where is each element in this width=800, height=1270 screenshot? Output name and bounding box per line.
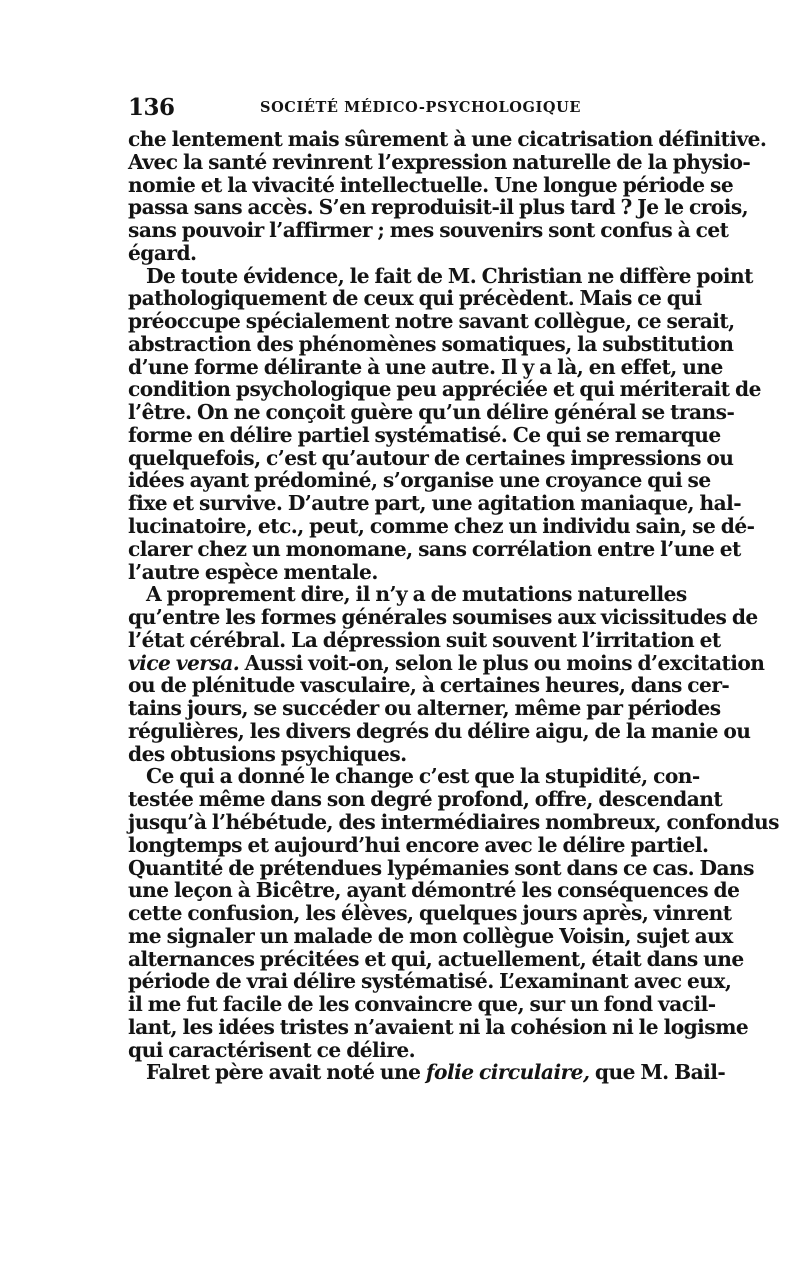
text-line: l’être. On ne conçoit guère qu’un délire général se trans-: [128, 400, 735, 425]
text-line: tains jours, se succéder ou alterner, même par périodes: [128, 696, 721, 721]
text-line: alternances précitées et qui, actuellement, était dans une: [128, 946, 744, 971]
text-line: Ce qui a donné le change c’est que la stupidité, con-: [146, 764, 700, 789]
text-line: che lentement mais sûrement à une cicatrisation définitive.: [128, 127, 767, 151]
text-line: ou de plénitude vasculaire, à certaines heures, dans cer-: [128, 673, 730, 698]
text-line: l’autre espèce mentale.: [128, 559, 378, 584]
text-line: période de vrai délire systématisé. L’examinant avec eux,: [128, 969, 732, 994]
italic-phrase: vice versa.: [128, 650, 240, 675]
text-line: A proprement dire, il n’y a de mutations naturelles: [146, 582, 687, 607]
text-line: pathologiquement de ceux qui précèdent. Mais ce qui: [128, 286, 702, 311]
text-line: régulières, les divers degrés du délire aigu, de la manie ou: [128, 718, 751, 743]
text-line: une leçon à Bicêtre, ayant démontré les conséquences de: [128, 878, 740, 903]
text-line: lucinatoire, etc., peut, comme chez un individu sain, se dé-: [128, 514, 755, 539]
text-line: fixe et survive. D’autre part, une agitation maniaque, hal-: [128, 491, 742, 516]
text-line: il me fut facile de les convaincre que, sur un fond vacil-: [128, 992, 716, 1017]
text-line: De toute évidence, le fait de M. Christian ne diffère point: [146, 263, 753, 288]
text-line: qu’entre les formes générales soumises aux vicissitudes de: [128, 605, 758, 630]
text-line: des obtusions psychiques.: [128, 741, 407, 766]
text-line: lant, les idées tristes n’avaient ni la cohésion ni le logisme: [128, 1014, 749, 1039]
running-title: SOCIÉTÉ MÉDICO-PSYCHOLOGIQUE: [260, 99, 582, 116]
text-line: clarer chez un monomane, sans corrélation entre l’une et: [128, 536, 741, 561]
text-line: l’état cérébral. La dépression suit souvent l’irritation et: [128, 627, 721, 652]
text-line: idées ayant prédominé, s’organise une croyance qui se: [128, 468, 711, 493]
text-line: nomie et la vivacité intellectuelle. Une longue période se: [128, 172, 734, 197]
text-line: égard.: [128, 240, 197, 265]
text-line: vice versa. Aussi voit-on, selon le plus ou moins d’excitation: [128, 650, 765, 675]
text-line: cette confusion, les élèves, quelques jours après, vinrent: [128, 901, 732, 926]
body-text: [128, 127, 779, 1085]
text-line: jusqu’à l’hébétude, des intermédiaires nombreux, confondus: [128, 809, 779, 834]
text-line: me signaler un malade de mon collègue Voisin, sujet aux: [128, 923, 733, 948]
text-line: condition psychologique peu appréciée et qui mériterait de: [128, 377, 761, 402]
text-line: préoccupe spécialement notre savant collègue, ce serait,: [128, 309, 735, 334]
page-number: 136: [128, 94, 175, 121]
text-line: Falret père avait noté une folie circulaire, que M. Bail-: [146, 1060, 726, 1085]
text-line: quelquefois, c’est qu’autour de certaines impressions ou: [128, 445, 734, 470]
text-line: testée même dans son degré profond, offre, descendant: [128, 787, 723, 812]
text-line: Avec la santé revinrent l’expression naturelle de la physio-: [128, 149, 751, 174]
italic-phrase: folie circulaire,: [425, 1060, 590, 1085]
page-header: [128, 94, 672, 124]
text-line: sans pouvoir l’affirmer ; mes souvenirs sont confus à cet: [128, 218, 729, 243]
text-line: forme en délire partiel systématisé. Ce qui se remarque: [128, 422, 721, 447]
text-line: abstraction des phénomènes somatiques, la substitution: [128, 331, 734, 356]
text-line: Quantité de prétendues lypémanies sont dans ce cas. Dans: [128, 855, 754, 880]
text-line: qui caractérisent ce délire.: [128, 1037, 416, 1062]
text-line: longtemps et aujourd’hui encore avec le délire partiel.: [128, 832, 709, 857]
text-line: passa sans accès. S’en reproduisit-il plus tard ? Je le crois,: [128, 195, 749, 220]
text-line: d’une forme délirante à une autre. Il y a là, en effet, une: [128, 354, 723, 379]
